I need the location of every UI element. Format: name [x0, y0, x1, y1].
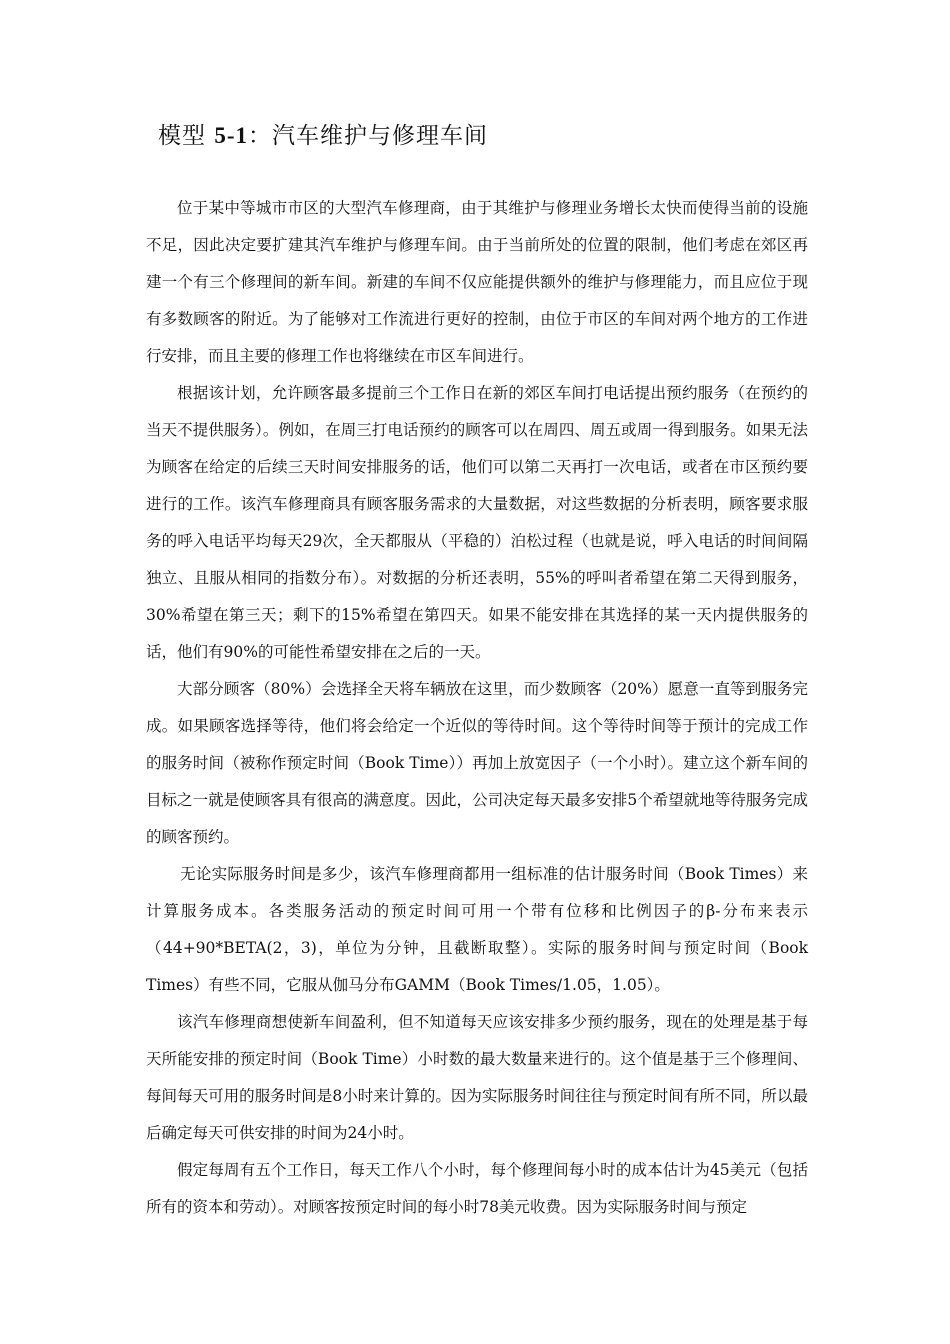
title-model-number: 5-1 [214, 123, 248, 148]
document-body [146, 190, 808, 1226]
paragraph-scheduling-rule: 该汽车修理商想使新车间盈利，但不知道每天应该安排多少预约服务，现在的处理是基于每天所能安排的预定时间（Book Time）小时数的最大数量来进行的。这个值是基于三个修理间、每间每天可用的服务时间是8小时来计算的。因为实际服务时间往往与预定时间有所不同，所以最后确定每天可供安排的时间为24小时。 [146, 1013, 808, 1142]
paragraph-costs: 假定每周有五个工作日，每天工作八个小时，每个修理间每小时的成本估计为45美元（包括所有的资本和劳动）。对顾客按预定时间的每小时78美元收费。因为实际服务时间与预定 [146, 1161, 808, 1216]
title-prefix: 模型 [158, 123, 215, 149]
paragraph-book-times: 无论实际服务时间是多少，该汽车修理商都用一组标准的估计服务时间（Book Times）来计算服务成本。各类服务活动的预定时间可用一个带有位移和比例因子的β-分布来表示（44+90*BETA(2，3)，单位为分钟，且截断取整）。实际的服务时间与预定时间（Book Times）有些不同，它服从伽马分布GAMM（Book Times/1.05，1.05）。 [146, 865, 808, 994]
paragraph-appointment-plan: 根据该计划，允许顾客最多提前三个工作日在新的郊区车间打电话提出预约服务（在预约的当天不提供服务）。例如，在周三打电话预约的顾客可以在周四、周五或周一得到服务。如果无法为顾客在给定的后续三天时间安排服务的话，他们可以第二天再打一次电话，或者在市区预约要进行的工作。该汽车修理商具有顾客服务需求的大量数据，对这些数据的分析表明，顾客要求服务的呼入电话平均每天29次，全天都服从（平稳的）泊松过程（也就是说，呼入电话的时间间隔独立、且服从相同的指数分布）。对数据的分析还表明，55%的呼叫者希望在第二天得到服务，30%希望在第三天；剩下的15%希望在第四天。如果不能安排在其选择的某一天内提供服务的话，他们有90%的可能性希望安排在之后的一天。 [146, 384, 808, 661]
paragraph-background: 位于某中等城市市区的大型汽车修理商，由于其维护与修理业务增长太快而使得当前的设施不足，因此决定要扩建其汽车维护与修理车间。由于当前所处的位置的限制，他们考虑在郊区再建一个有三个修理间的新车间。新建的车间不仅应能提供额外的维护与修理能力，而且应位于现有多数顾客的附近。为了能够对工作流进行更好的控制，由位于市区的车间对两个地方的工作进行安排，而且主要的修理工作也将继续在市区车间进行。 [146, 199, 808, 365]
page-title [158, 117, 488, 150]
title-suffix: ：汽车维护与修理车间 [247, 123, 488, 149]
paragraph-waiting-customers: 大部分顾客（80%）会选择全天将车辆放在这里，而少数顾客（20%）愿意一直等到服务完成。如果顾客选择等待，他们将会给定一个近似的等待时间。这个等待时间等于预计的完成工作的服务时间（被称作预定时间（Book Time））再加上放宽因子（一个小时）。建立这个新车间的目标之一就是使顾客具有很高的满意度。因此，公司决定每天最多安排5个希望就地等待服务完成的顾客预约。 [146, 680, 808, 846]
